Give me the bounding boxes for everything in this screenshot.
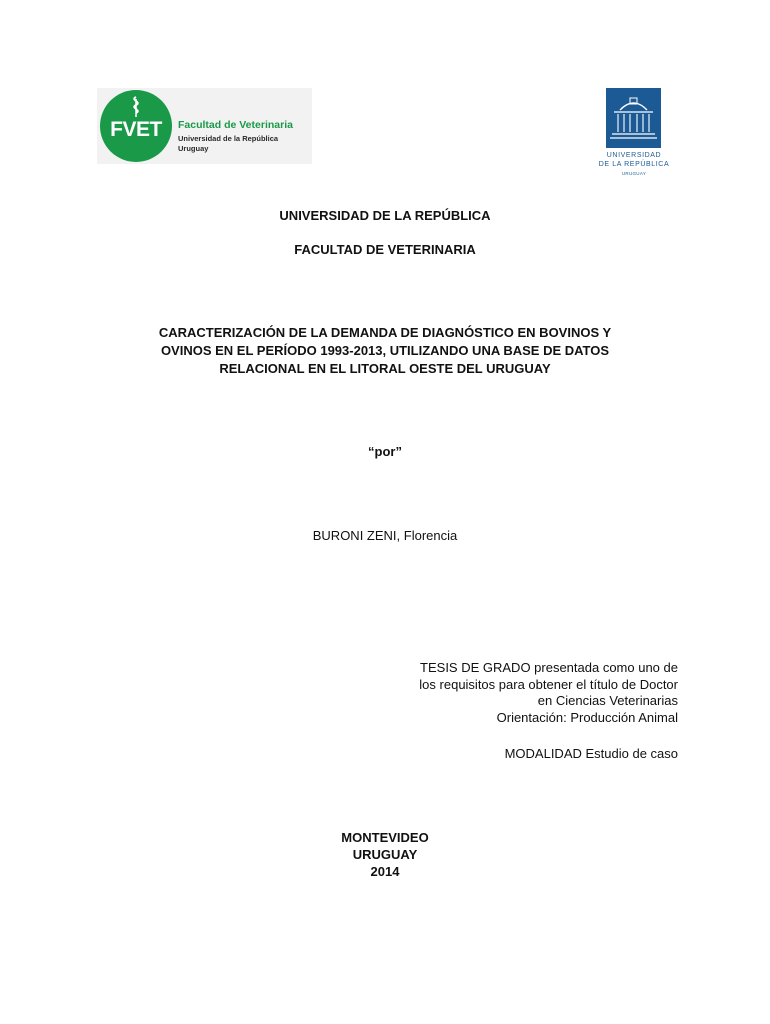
- udelar-text-country: URUGUAY: [621, 171, 647, 176]
- udelar-logo: [596, 88, 672, 180]
- degree-line-1: TESIS DE GRADO presentada como uno de: [420, 660, 678, 675]
- degree-line-4: Orientación: Producción Animal: [496, 709, 678, 725]
- degree-line-3: en Ciencias Veterinarias: [537, 693, 678, 708]
- udelar-building-emblem: [606, 88, 661, 148]
- fvet-logo-circle: [100, 90, 172, 162]
- university-building-icon: [606, 88, 661, 148]
- degree-line-2: los requisitos para obtener el título de Doctor: [419, 676, 678, 692]
- place-and-year: [0, 829, 770, 880]
- thesis-title-line-2: OVINOS EN EL PERÍODO 1993-2013, UTILIZANDO UNA BASE DE DATOS: [160, 343, 610, 358]
- fvet-faculty-name: Facultad de Veterinaria: [178, 119, 293, 131]
- faculty-heading: FACULTAD DE VETERINARIA: [294, 242, 476, 257]
- modality-line: MODALIDAD Estudio de caso: [504, 746, 678, 761]
- fvet-logo: [97, 88, 312, 164]
- degree-description: [300, 660, 678, 726]
- fvet-letters: FVET: [110, 118, 162, 141]
- thesis-title: [100, 324, 670, 378]
- fvet-subtitle-university: Universidad de la República: [178, 134, 279, 143]
- udelar-text-republic: DE LA REPÚBLICA: [598, 161, 670, 168]
- fvet-subtitle-country: Uruguay: [178, 144, 209, 153]
- by-label: “por”: [368, 444, 402, 459]
- udelar-text-university: UNIVERSIDAD: [606, 152, 662, 159]
- serpent-icon: [128, 96, 144, 118]
- city: MONTEVIDEO: [341, 830, 429, 845]
- university-heading: UNIVERSIDAD DE LA REPÚBLICA: [279, 208, 491, 223]
- country: URUGUAY: [352, 847, 418, 862]
- year: 2014: [370, 864, 400, 879]
- author-name: BURONI ZENI, Florencia: [312, 528, 458, 543]
- thesis-title-line-3: RELACIONAL EN EL LITORAL OESTE DEL URUGUAY: [219, 361, 551, 376]
- thesis-title-line-1: CARACTERIZACIÓN DE LA DEMANDA DE DIAGNÓSTICO EN BOVINOS Y: [158, 325, 612, 340]
